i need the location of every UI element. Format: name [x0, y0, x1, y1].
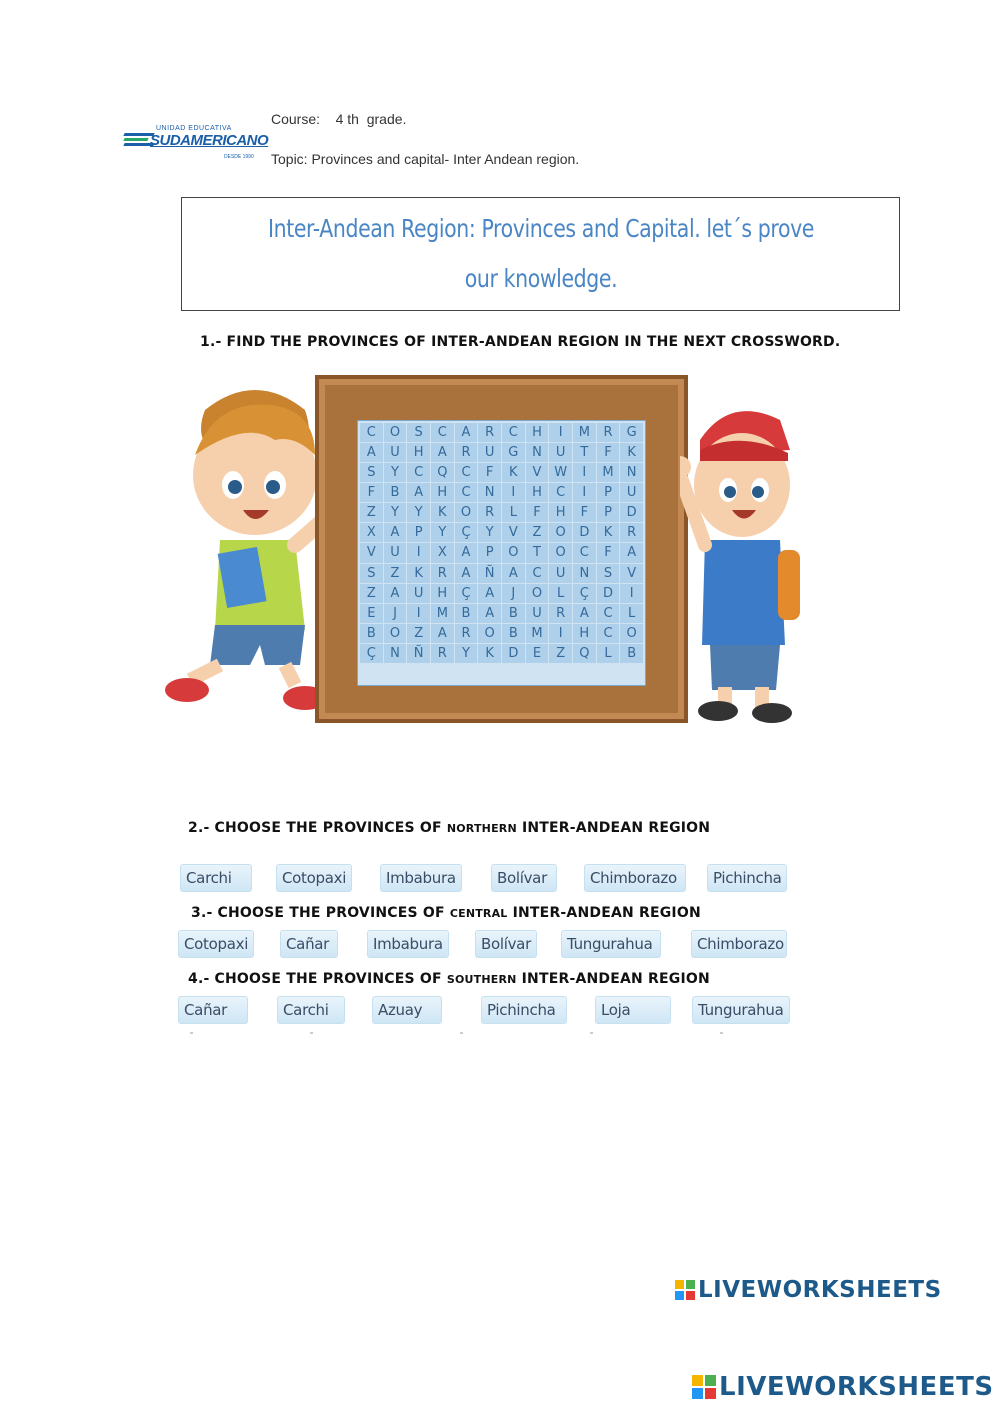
q3-prefix: 3.- CHOOSE THE PROVINCES OF [191, 905, 450, 921]
wordsearch-letter[interactable]: Z [360, 584, 383, 603]
wordsearch-letter[interactable]: U [384, 443, 407, 462]
wordsearch-letter[interactable]: F [597, 543, 620, 562]
wordsearch-letter[interactable]: D [573, 523, 596, 542]
wordsearch-letter[interactable]: A [455, 543, 478, 562]
wordsearch-letter[interactable]: A [478, 604, 501, 623]
wordsearch-letter[interactable]: A [384, 584, 407, 603]
wordsearch-letter[interactable]: K [597, 523, 620, 542]
wordsearch-letter[interactable]: A [407, 483, 430, 502]
wordsearch-letter[interactable]: R [478, 423, 501, 442]
wordsearch-letter[interactable]: V [526, 463, 549, 482]
wordsearch-letter[interactable]: N [573, 564, 596, 583]
choice-chip[interactable]: Pichincha [481, 996, 567, 1024]
wordsearch-letter[interactable]: S [360, 564, 383, 583]
q3-region: CENTRAL [449, 907, 508, 920]
wordsearch-letter[interactable]: V [360, 543, 383, 562]
choice-chip[interactable]: Imbabura [380, 864, 462, 892]
q2-prefix: 2.- CHOOSE THE PROVINCES OF [188, 820, 447, 836]
wordsearch-letter[interactable]: I [549, 624, 572, 643]
wordsearch-letter[interactable]: R [478, 503, 501, 522]
wordsearch-letter[interactable]: N [526, 443, 549, 462]
wordsearch-letter[interactable]: M [431, 604, 454, 623]
wordsearch-letter[interactable]: J [384, 604, 407, 623]
wordsearch-letter[interactable]: L [597, 644, 620, 663]
choice-chip[interactable]: Chimborazo [584, 864, 686, 892]
faint-divider [180, 1032, 790, 1036]
wordsearch-letter[interactable]: A [620, 543, 643, 562]
wordsearch-letter[interactable]: Z [360, 503, 383, 522]
choice-chip[interactable]: Cotopaxi [276, 864, 352, 892]
choice-chip[interactable]: Bolívar [475, 930, 537, 958]
choice-chip[interactable]: Cañar [178, 996, 248, 1024]
wordsearch-letter[interactable]: R [431, 564, 454, 583]
question-2-heading [188, 820, 710, 836]
wordsearch-letter[interactable]: Y [455, 644, 478, 663]
wordsearch-letter[interactable]: Ç [573, 584, 596, 603]
wordsearch-letter[interactable]: H [526, 483, 549, 502]
wordsearch-letter[interactable]: O [620, 624, 643, 643]
wordsearch-letter[interactable]: F [573, 503, 596, 522]
wordsearch-letter[interactable]: A [455, 564, 478, 583]
wordsearch-letter[interactable]: C [360, 423, 383, 442]
wordsearch-letter[interactable]: A [573, 604, 596, 623]
wordsearch-letter[interactable]: C [549, 483, 572, 502]
choice-chip[interactable]: Tungurahua [692, 996, 790, 1024]
wordsearch-letter[interactable]: N [620, 463, 643, 482]
wordsearch-letter[interactable]: F [360, 483, 383, 502]
wordsearch-letter[interactable]: N [384, 644, 407, 663]
logo-top-text: UNIDAD EDUCATIVA [156, 125, 232, 132]
question-4-heading [188, 971, 710, 987]
wordsearch-letter[interactable]: S [407, 423, 430, 442]
wordsearch-letter[interactable]: T [573, 443, 596, 462]
wordsearch-letter[interactable]: J [502, 584, 525, 603]
wordsearch-letter[interactable]: L [502, 503, 525, 522]
wordsearch-letter[interactable]: R [455, 624, 478, 643]
wordsearch-letter[interactable]: Y [384, 503, 407, 522]
wordsearch-letter[interactable]: K [502, 463, 525, 482]
wordsearch-letter[interactable]: R [620, 523, 643, 542]
wordsearch-letter[interactable]: B [620, 644, 643, 663]
wordsearch-letter[interactable]: K [431, 503, 454, 522]
wordsearch-letter[interactable]: U [384, 543, 407, 562]
wordsearch-letter[interactable]: H [526, 423, 549, 442]
wordsearch-letter[interactable]: U [478, 443, 501, 462]
wordsearch-letter[interactable]: O [549, 543, 572, 562]
wordsearch-letter[interactable]: K [620, 443, 643, 462]
wordsearch-letter[interactable]: N [478, 483, 501, 502]
q3-suffix: INTER-ANDEAN REGION [507, 905, 701, 921]
wordsearch-letter[interactable]: C [526, 564, 549, 583]
question-3-heading [191, 905, 701, 921]
wordsearch-letter[interactable]: O [478, 624, 501, 643]
wordsearch-letter[interactable]: H [573, 624, 596, 643]
liveworksheets-logo-bottom [692, 1372, 994, 1402]
wordsearch-letter[interactable]: W [549, 463, 572, 482]
liveworksheets-logo [675, 1277, 942, 1303]
wordsearch-letter[interactable]: M [573, 423, 596, 442]
wordsearch-letter[interactable]: L [620, 604, 643, 623]
wordsearch-letter[interactable]: O [384, 624, 407, 643]
wordsearch-letter[interactable]: P [407, 523, 430, 542]
wordsearch-letter[interactable]: Ñ [478, 564, 501, 583]
q4-region: SOUTHERN [446, 973, 517, 986]
wordsearch-letter[interactable]: S [360, 463, 383, 482]
q2-region: NORTHERN [446, 822, 517, 835]
q4-prefix: 4.- CHOOSE THE PROVINCES OF [188, 971, 447, 987]
wordsearch-letter[interactable]: C [431, 423, 454, 442]
wordsearch-letter[interactable]: C [597, 624, 620, 643]
wordsearch-letter[interactable]: A [431, 443, 454, 462]
wordsearch-letter[interactable]: H [431, 483, 454, 502]
wordsearch-letter[interactable]: A [502, 564, 525, 583]
wordsearch-letter[interactable]: Q [573, 644, 596, 663]
wordsearch-letter[interactable]: P [597, 503, 620, 522]
q4-suffix: INTER-ANDEAN REGION [516, 971, 710, 987]
wordsearch-letter[interactable]: L [549, 584, 572, 603]
wordsearch-letter[interactable]: K [407, 564, 430, 583]
choice-chip[interactable]: Pichincha [707, 864, 787, 892]
wordsearch-letter[interactable]: F [597, 443, 620, 462]
wordsearch-letter[interactable]: A [431, 624, 454, 643]
wordsearch-letter[interactable]: T [526, 543, 549, 562]
wordsearch-letter[interactable]: V [620, 564, 643, 583]
wordsearch-letter[interactable]: O [502, 543, 525, 562]
wordsearch-letter[interactable]: U [549, 443, 572, 462]
wordsearch-letter[interactable]: C [597, 604, 620, 623]
wordsearch-letter[interactable]: I [407, 543, 430, 562]
wordsearch-letter[interactable]: O [384, 423, 407, 442]
wordsearch-letter[interactable]: H [431, 584, 454, 603]
wordsearch-letter[interactable]: V [502, 523, 525, 542]
wordsearch-letter[interactable]: U [407, 584, 430, 603]
wordsearch-letter[interactable]: B [502, 624, 525, 643]
wordsearch-letter[interactable]: X [431, 543, 454, 562]
course-info: Course: 4 th grade. [271, 111, 407, 127]
choice-chip[interactable]: Carchi [277, 996, 345, 1024]
wordsearch-letter[interactable]: B [455, 604, 478, 623]
wordsearch-letter[interactable]: D [620, 503, 643, 522]
wordsearch-letter[interactable]: Y [407, 503, 430, 522]
choice-chip[interactable]: Carchi [180, 864, 252, 892]
wordsearch-letter[interactable]: I [407, 604, 430, 623]
wordsearch-letter[interactable]: P [478, 543, 501, 562]
wordsearch-letter[interactable]: Z [407, 624, 430, 643]
wordsearch-letter[interactable]: O [549, 523, 572, 542]
wordsearch-letter[interactable]: H [407, 443, 430, 462]
wordsearch-letter[interactable]: I [573, 483, 596, 502]
wordsearch-letter[interactable]: Y [431, 523, 454, 542]
choice-chip[interactable]: Azuay [372, 996, 442, 1024]
wordsearch-letter[interactable]: Z [384, 564, 407, 583]
title-box [181, 197, 900, 311]
wordsearch-letter[interactable]: A [384, 523, 407, 542]
wordsearch-letter[interactable]: R [597, 423, 620, 442]
wordsearch-grid [357, 420, 646, 686]
wordsearch-letter[interactable]: B [384, 483, 407, 502]
wordsearch-letter[interactable]: Ñ [407, 644, 430, 663]
school-logo [124, 125, 269, 173]
wordsearch-letter[interactable]: S [597, 564, 620, 583]
wordsearch-letter[interactable]: H [549, 503, 572, 522]
wordsearch-letter[interactable]: X [360, 523, 383, 542]
wordsearch-letter[interactable]: Q [431, 463, 454, 482]
wordsearch-letter[interactable]: U [549, 564, 572, 583]
wordsearch-letter[interactable]: I [549, 423, 572, 442]
wordsearch-letter[interactable]: A [478, 584, 501, 603]
wordsearch-letter[interactable]: I [502, 483, 525, 502]
wordsearch-letter[interactable]: R [549, 604, 572, 623]
wordsearch-letter[interactable]: U [526, 604, 549, 623]
liveworksheets-icon [692, 1375, 716, 1399]
wordsearch-letter[interactable]: C [502, 423, 525, 442]
wordsearch-letter[interactable]: B [360, 624, 383, 643]
wordsearch-letter[interactable]: Ç [455, 523, 478, 542]
wordsearch-letter[interactable]: O [455, 503, 478, 522]
choice-chip[interactable]: Cotopaxi [178, 930, 254, 958]
wordsearch-letter[interactable]: F [478, 463, 501, 482]
choice-chip[interactable]: Cañar [280, 930, 338, 958]
wordsearch-letter[interactable]: M [526, 624, 549, 643]
q2-suffix: INTER-ANDEAN REGION [516, 820, 711, 836]
wordsearch-letter[interactable]: B [502, 604, 525, 623]
wordsearch-letter[interactable]: E [526, 644, 549, 663]
wordsearch-letter[interactable]: M [597, 463, 620, 482]
liveworksheets-wordmark: LIVEWORKSHEETS [719, 1372, 994, 1402]
wordsearch-letter[interactable]: I [573, 463, 596, 482]
wordsearch-letter[interactable]: R [455, 443, 478, 462]
wordsearch-letter[interactable]: R [431, 644, 454, 663]
wordsearch-letter[interactable]: A [360, 443, 383, 462]
question-1-heading: 1.- FIND THE PROVINCES OF INTER-ANDEAN REGION IN THE NEXT CROSSWORD. [200, 334, 841, 350]
wordsearch-letter[interactable]: K [478, 644, 501, 663]
logo-name: SUDAMERICANO [150, 132, 269, 149]
wordsearch-letter[interactable]: Ç [360, 644, 383, 663]
liveworksheets-icon [675, 1280, 695, 1300]
wordsearch-letter[interactable]: I [620, 584, 643, 603]
boy-with-cap-illustration [680, 395, 805, 725]
wordsearch-letter[interactable]: Y [384, 463, 407, 482]
choice-chip[interactable]: Imbabura [367, 930, 449, 958]
wordsearch-letter[interactable]: D [502, 644, 525, 663]
wordsearch-letter[interactable]: C [455, 463, 478, 482]
wordsearch-letter[interactable]: G [620, 423, 643, 442]
page-title: Inter-Andean Region: Provinces and Capital. let´s prove our knowledge. [267, 214, 814, 293]
wordsearch-letter[interactable]: U [620, 483, 643, 502]
wordsearch-letter[interactable]: C [573, 543, 596, 562]
wordsearch-letter[interactable]: C [455, 483, 478, 502]
wordsearch-letter[interactable]: Z [549, 644, 572, 663]
choice-chip[interactable]: Loja [595, 996, 671, 1024]
topic-info: Topic: Provinces and capital- Inter Andean region. [271, 151, 580, 167]
logo-sub-text: DESDE 1990 [224, 154, 254, 160]
wordsearch-letter[interactable]: D [597, 584, 620, 603]
wordsearch-letter[interactable]: P [597, 483, 620, 502]
choice-chip[interactable]: Bolívar [491, 864, 557, 892]
wordsearch-letter[interactable]: F [526, 503, 549, 522]
choice-chip[interactable]: Chimborazo [691, 930, 787, 958]
wordsearch-letter[interactable]: G [502, 443, 525, 462]
liveworksheets-wordmark: LIVEWORKSHEETS [698, 1277, 942, 1303]
wordsearch-letter[interactable]: A [455, 423, 478, 442]
wordsearch-letter[interactable]: Z [526, 523, 549, 542]
wordsearch-letter[interactable]: C [407, 463, 430, 482]
choice-chip[interactable]: Tungurahua [561, 930, 661, 958]
wordsearch-letter[interactable]: Y [478, 523, 501, 542]
wordsearch-letter[interactable]: O [526, 584, 549, 603]
wordsearch-letter[interactable]: Ç [455, 584, 478, 603]
wordsearch-letter[interactable]: E [360, 604, 383, 623]
